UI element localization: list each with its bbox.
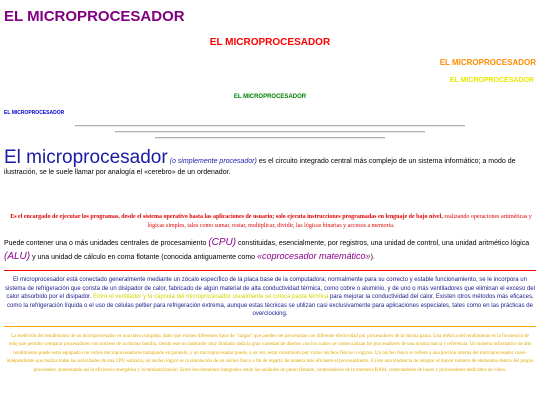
heading-4: EL MICROPROCESADOR [449,77,534,84]
intro-title: El microprocesador [4,147,168,168]
units-text-d: ). [370,254,375,261]
intro-subtitle: (o simplemente procesador) [169,158,257,165]
heading-6: EL MICROPROCESADOR [4,110,65,116]
cpu-term: (CPU) [208,237,237,248]
divider-2 [115,131,425,133]
cooling-text-a: El microprocesador está conectado generalmente mediante un zócalo específico de la placa base de la computadora; normalmente para su correcto y estable funcionamiento, se le incorpora un sistema de refrigeración que consta de un disipador de calor, fabricado de algún material de alta conductividad térmica, como cobre o aluminio, y de uno o más ventiladores que eliminan el exceso del calor absorbido por el disipador. [5,277,535,301]
units-text-b: constituidas, esencialmente, por registros, una unidad de control, una unidad aritmético lógica [236,240,530,247]
thermal-paste-text: Entre el ventilador y la cápsula del microprocesador usualmente se coloca pasta térmica [91,294,329,301]
programs-bold-text: Es el encargado de ejecutar los programas, desde el sistema operativo hasta las aplicaciones de usuario; solo ejecuta instrucciones programadas en lenguaje de bajo nivel, [10,214,443,220]
performance-paragraph: La medición del rendimiento de un microprocesador es una tarea compleja, dado que existen diferentes tipos de "cargas" que pueden ser procesadas con diferente efectividad por procesadores de la misma gama. Una métrica del rendimiento es la frecuencia de reloj que permite comparar procesadores con núcleos de la misma familia, siendo este un indicador muy limitado dada la gran variedad de diseños con los cuales se comercializan los procesadores de una misma marca y referencia. Un sistema informático de alto rendimiento puede estar equipado con varios microprocesadores trabajando en paralelo, y un microprocesador puede, a su vez, estar constituido por varios núcleos físicos o lógicos. Un núcleo físico se refiere a una porción interna del microprocesador cuasi-independiente que realiza todas las actividades de una CPU solitaria, un núcleo lógico es la simulación de un núcleo físico a fin de repartir de manera más eficiente el procesamiento. Existe una tendencia de integrar el mayor número de elementos dentro del propio procesador, aumentando así la eficiencia energética y la miniaturización. Entre los elementos integrados están las unidades de punto flotante, controladores de la memoria RAM, controladores de buses y procesadores dedicados de vídeo. [6,334,534,373]
divider-3 [155,137,385,139]
cooling-text-c: para mejorar la conductividad del calor. Existen otros métodos más eficaces, como la refrigeración líquida o el uso de células peltier para refrigeración extrema, aunque estas técnicas se utilizan casi exclusivamente para aplicaciones especiales, tales como en las prácticas de overclocking. [7,294,534,318]
intro-paragraph [4,147,536,178]
heading-1: EL MICROPROCESADOR [4,8,185,25]
heading-5: EL MICROPROCESADOR [233,94,307,100]
divider-1 [75,125,465,127]
units-text-c: y una unidad de cálculo en coma flotante (conocida antiguamente como [30,254,257,261]
heading-2: EL MICROPROCESADOR [209,37,331,48]
coprocessor-term: «coprocesador matemático» [257,251,371,261]
units-text-a: Puede contener una o más unidades centrales de procesamiento [4,240,209,247]
cooling-paragraph [4,276,536,319]
red-separator [4,270,536,271]
orange-separator [4,326,536,327]
programs-paragraph [6,213,536,231]
heading-3: EL MICROPROCESADOR [439,58,536,67]
alu-term: (ALU) [4,251,31,262]
programs-text: realizando operaciones aritméticas y lógicas simples, tales como sumar, restar, multiplicar, dividir, las lógicas binarias y accesos a memoria. [147,214,532,229]
units-paragraph [4,237,536,264]
intro-text: es el circuito integrado central más complejo de un sistema informático; a modo de ilustración, se le suele llamar por analogía el «cerebro» de un ordenador. [4,158,516,176]
